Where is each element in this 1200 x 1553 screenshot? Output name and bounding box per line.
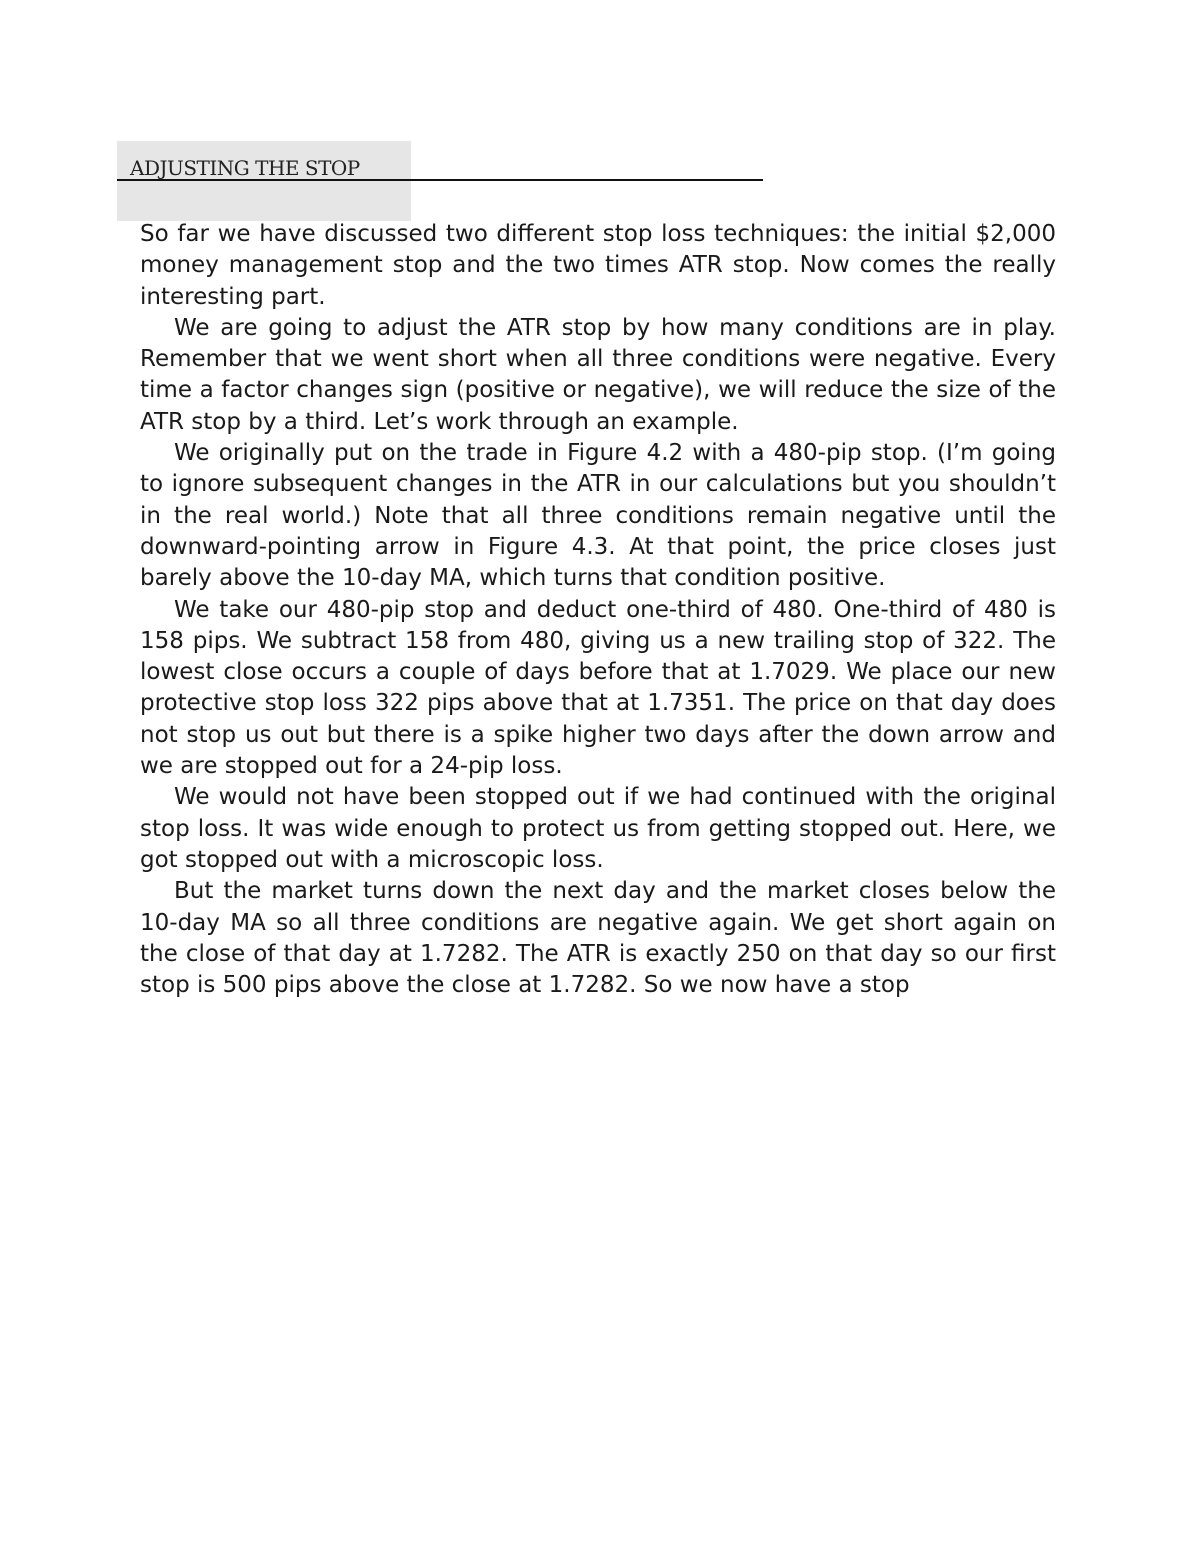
- paragraph: We would not have been stopped out if we had continued with the original stop loss. It was wide enough to protect us from getting stopped out. Here, we got stopped out with a microscopic loss.: [140, 784, 1056, 873]
- heading-rule: [117, 179, 763, 181]
- body-text: [140, 219, 1056, 1001]
- paragraph: We originally put on the trade in Figure 4.2 with a 480-pip stop. (I’m going to ignore subsequent changes in the ATR in our calculations but you shouldn’t in the real world.) Note that all three conditions remain negative until the downward-pointing arrow in Figure 4.3. At that point, the price closes just barely above the 10-day MA, which turns that condition positive.: [140, 440, 1056, 592]
- paragraph: We take our 480-pip stop and deduct one-third of 480. One-third of 480 is 158 pips. We subtract 158 from 480, giving us a new trailing stop of 322. The lowest close occurs a couple of days before that at 1.7029. We place our new protective stop loss 322 pips above that at 1.7351. The price on that day does not stop us out but there is a spike higher two days after the down arrow and we are stopped out for a 24-pip loss.: [140, 596, 1056, 780]
- paragraph: We are going to adjust the ATR stop by how many conditions are in play. Remember that we went short when all three conditions were negative. Every time a factor changes sign (positive or negative), we will reduce the size of the ATR stop by a third. Let’s work through an example.: [140, 314, 1056, 435]
- paragraph: But the market turns down the next day and the market closes below the 10-day MA so all three conditions are negative again. We get short again on the close of that day at 1.7282. The ATR is exactly 250 on that day so our first stop is 500 pips above the close at 1.7282. So we now have a stop: [140, 878, 1056, 999]
- paragraph: So far we have discussed two different stop loss techniques: the initial $2,000 money management stop and the two times ATR stop. Now comes the really interesting part.: [140, 221, 1056, 310]
- section-heading: ADJUSTING THE STOP: [130, 156, 360, 180]
- section-heading-shade: [117, 141, 411, 221]
